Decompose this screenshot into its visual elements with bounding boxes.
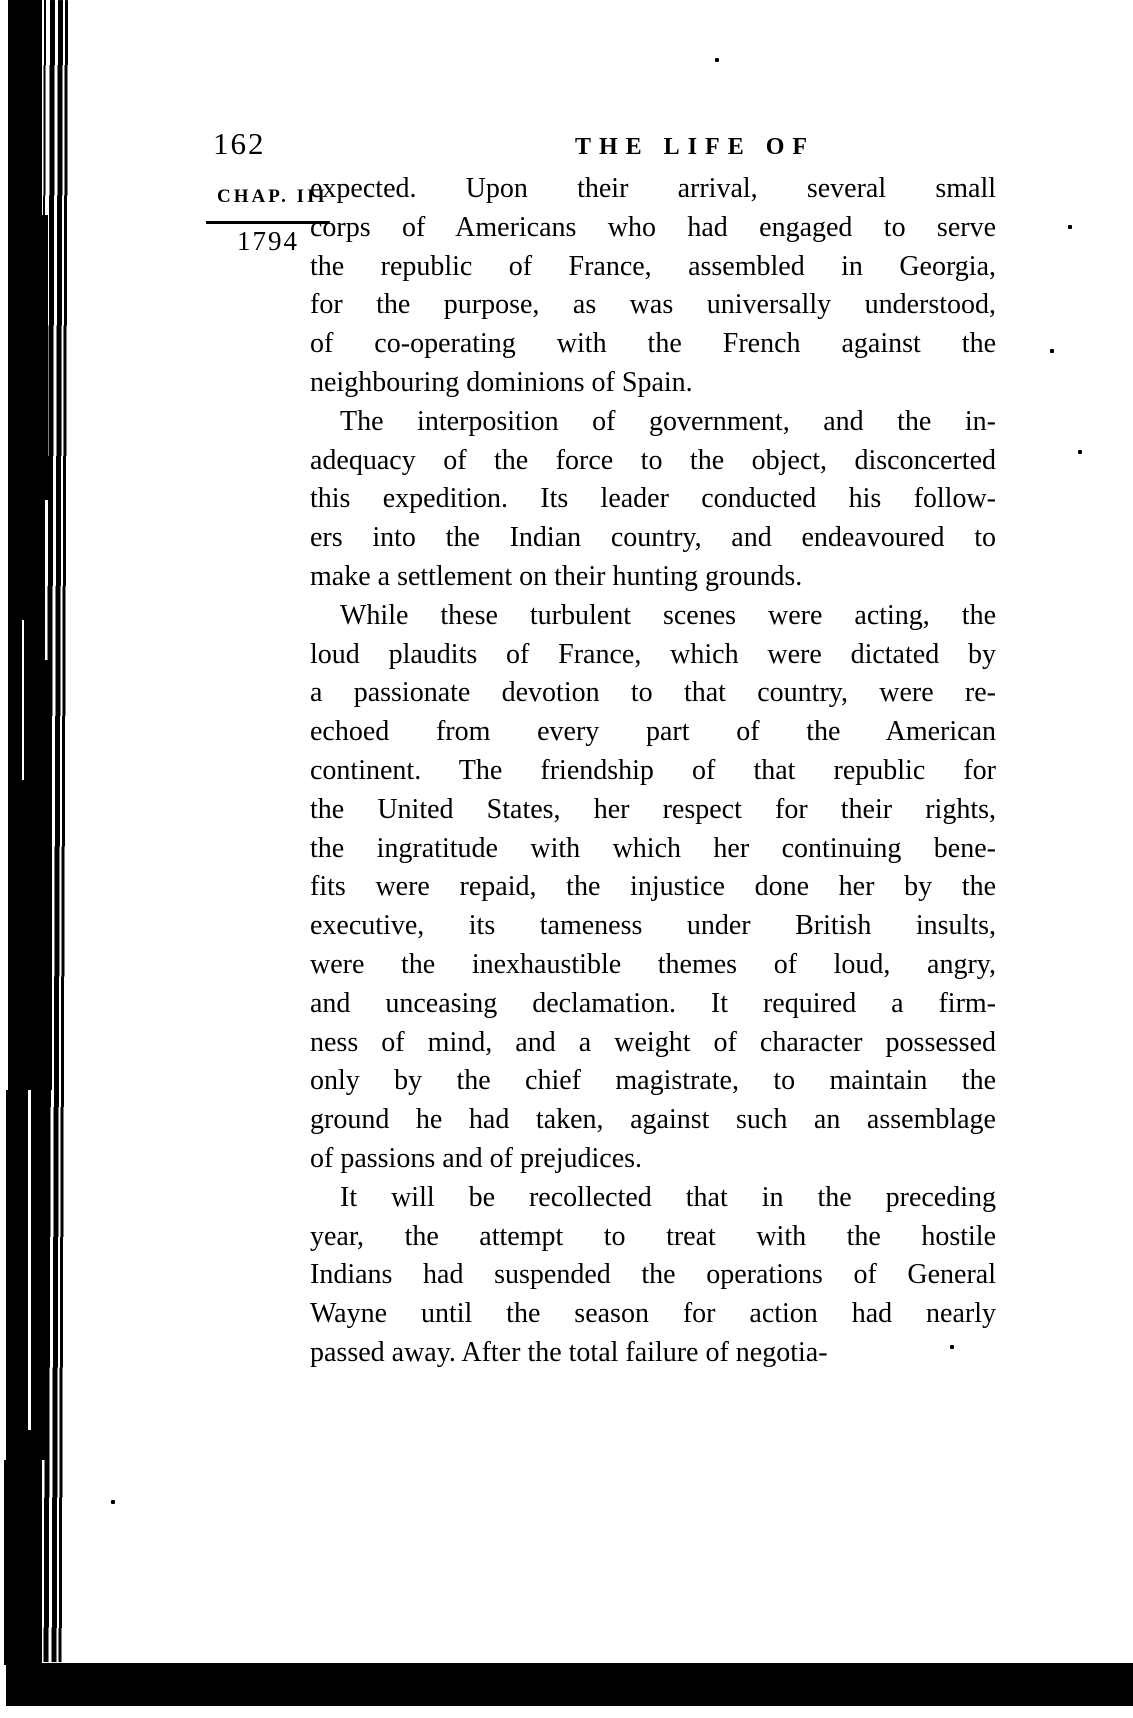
body-text — [310, 170, 996, 1373]
text-line: only by the chief magistrate, to maintain the — [310, 1065, 996, 1097]
binding-white-thread — [22, 620, 24, 780]
text-line: this expedition. Its leader conducted his follow- — [310, 483, 996, 515]
text-line: continent. The friendship of that republic for — [310, 754, 996, 786]
text-line: The interposition of government, and the in- — [340, 405, 996, 437]
text-line: the republic of France, assembled in Georgia, — [310, 250, 996, 282]
text-line: fits were repaid, the injustice done her by the — [310, 871, 996, 903]
text-line: of passions and of prejudices. — [310, 1142, 643, 1174]
text-line: corps of Americans who had engaged to serve — [310, 211, 996, 243]
margin-year-label: 1794 — [237, 226, 299, 256]
running-header: THE LIFE OF — [575, 134, 816, 160]
text-line: echoed from every part of the American — [310, 716, 996, 748]
text-line: neighbouring dominions of Spain. — [310, 366, 693, 398]
text-line: executive, its tameness under British insults, — [310, 910, 996, 942]
scan-speck — [111, 1500, 115, 1504]
text-line: It will be recollected that in the preceding — [340, 1181, 996, 1213]
text-line: the United States, her respect for their rights, — [310, 793, 996, 825]
scan-speck — [1078, 450, 1082, 454]
binding-bar — [8, 215, 48, 500]
text-line: expected. Upon their arrival, several small — [310, 173, 996, 204]
text-line: ground he had taken, against such an assemblage — [310, 1104, 996, 1136]
binding-bar — [8, 660, 52, 1090]
text-line: While these turbulent scenes were acting, the — [340, 599, 996, 631]
scan-artifact-bottom-bar — [6, 1663, 1133, 1706]
binding-bar — [6, 1090, 46, 1460]
scan-speck — [715, 58, 719, 62]
margin-chapter-label: CHAP. III — [217, 186, 328, 207]
binding-bar — [4, 1460, 42, 1665]
binding-bar — [8, 500, 45, 660]
text-line: passed away. After the total failure of negotia- — [310, 1336, 828, 1368]
binding-bar — [8, 0, 42, 215]
text-line: for the purpose, as was universally understood, — [310, 289, 996, 321]
text-line: loud plaudits of France, which were dictated by — [310, 638, 996, 670]
text-line: ness of mind, and a weight of character possessed — [310, 1026, 996, 1058]
text-line: ers into the Indian country, and endeavoured to — [310, 522, 996, 554]
scan-speck — [1068, 225, 1072, 229]
text-line: make a settlement on their hunting grounds. — [310, 560, 803, 592]
text-line: year, the attempt to treat with the hostile — [310, 1220, 996, 1252]
text-line: adequacy of the force to the object, disconcerted — [310, 444, 996, 476]
text-line: the ingratitude with which her continuing bene- — [310, 832, 996, 864]
text-line: and unceasing declamation. It required a firm- — [310, 987, 996, 1019]
text-line: of co-operating with the French against the — [310, 328, 996, 360]
binding-white-thread — [28, 1090, 31, 1430]
text-line: Wayne until the season for action had nearly — [310, 1298, 996, 1330]
text-line: a passionate devotion to that country, were re- — [310, 677, 996, 709]
scan-speck — [950, 1345, 954, 1349]
text-line: were the inexhaustible themes of loud, angry, — [310, 948, 996, 980]
text-line: Indians had suspended the operations of General — [310, 1259, 996, 1291]
page-number: 162 — [213, 126, 266, 161]
scan-speck — [1050, 349, 1054, 353]
